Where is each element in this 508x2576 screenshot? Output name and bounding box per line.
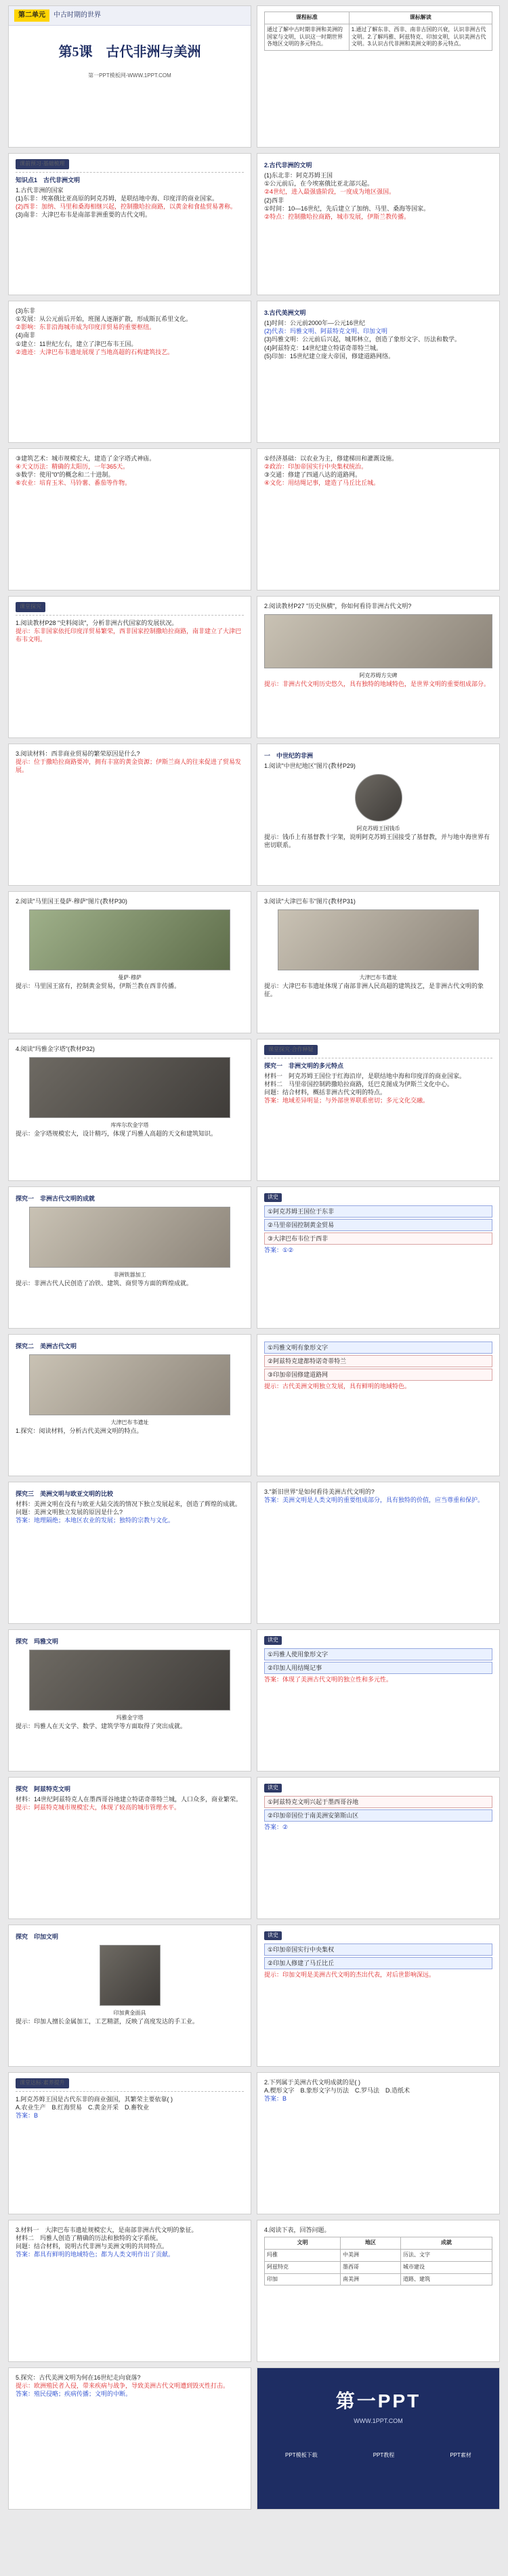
section-tag: 课堂达标·素养提升 bbox=[16, 2078, 69, 2088]
table-cell: 南美洲 bbox=[341, 2273, 401, 2285]
line: 3.古代美洲文明 bbox=[264, 309, 306, 316]
hint: 提示：印加文明是美洲古代文明的杰出代表，对后世影响深远。 bbox=[264, 1971, 436, 1979]
option-1[interactable]: ①玛雅文明有象形文字 bbox=[264, 1341, 492, 1354]
table-cell: 道路、建筑 bbox=[401, 2273, 492, 2285]
line: 3.阅读"大津巴布韦"图片(教材P31) bbox=[264, 898, 356, 905]
obelisk-image bbox=[264, 614, 492, 668]
hint: 提示：欧洲殖民者入侵，带来疾病与战争，导致美洲古代文明遭到毁灭性打击。 bbox=[16, 2382, 230, 2390]
inquiry-title: 探究三 美洲文明与欧亚文明的比较 bbox=[16, 1490, 114, 1497]
option-1[interactable]: ①印加帝国实行中央集权 bbox=[264, 1944, 492, 1956]
link-tutorials[interactable]: PPT教程 bbox=[373, 2451, 395, 2458]
hint: 提示：古代美洲文明独立发展，具有鲜明的地域特色。 bbox=[264, 1383, 411, 1390]
unit-label: 第二单元 bbox=[14, 9, 49, 22]
image-caption: 大津巴布韦遗址 bbox=[359, 974, 398, 981]
line: ②遗迹：大津巴布韦遗址展现了当地高超的石构建筑技艺。 bbox=[16, 348, 174, 356]
read-tag: 读史 bbox=[264, 1636, 282, 1645]
answer: 答案：美洲文明是人类文明的重要组成部分，具有独特的价值，应当尊重和保护。 bbox=[264, 1497, 484, 1504]
section-tag: 课前预习·基础梳理 bbox=[16, 159, 69, 169]
line: ②政治：印加帝国实行中央集权统治。 bbox=[264, 463, 368, 471]
maya-image bbox=[29, 1650, 230, 1711]
table-row bbox=[265, 2261, 492, 2273]
line: ①经济基础：以农业为主，修建梯田和灌溉设施。 bbox=[264, 455, 398, 462]
option-3[interactable]: ③印加帝国修建道路网 bbox=[264, 1369, 492, 1381]
unit-bar bbox=[9, 6, 251, 26]
table-row bbox=[265, 2273, 492, 2285]
line: 3."新旧世界"是如何看待美洲古代文明的? bbox=[264, 1488, 375, 1495]
table-cell: 墨西哥 bbox=[341, 2261, 401, 2273]
image-caption: 玛雅金字塔 bbox=[116, 1715, 144, 1721]
image-caption: 库库尔坎金字塔 bbox=[110, 1122, 149, 1129]
slide-explore-1 bbox=[8, 596, 251, 738]
line: 4.阅读"玛雅金字塔"(教材P32) bbox=[16, 1046, 95, 1052]
answer: 答案：体现了美洲古代文明的独立性和多元性。 bbox=[264, 1676, 393, 1683]
table-cell: 中美洲 bbox=[341, 2249, 401, 2261]
line: ⑤数学：使用"0"的概念和二十进制。 bbox=[16, 471, 114, 479]
line: 材料：14世纪阿兹特克人在墨西哥谷地建立特诺奇蒂特兰城，人口众多，商业繁荣。 bbox=[16, 1796, 242, 1803]
choices: A.农业生产 B.红海贸易 C.黄金开采 D.畜牧业 bbox=[16, 2103, 150, 2111]
line: 2.古代非洲的文明 bbox=[264, 162, 312, 169]
mask-image bbox=[100, 1945, 161, 2006]
slide-explore-2 bbox=[257, 596, 500, 738]
slide-preview-2 bbox=[257, 153, 500, 295]
line: 探究 玛雅文明 bbox=[16, 1638, 59, 1645]
table-cell: 城市建设 bbox=[401, 2261, 492, 2273]
hint: 提示：马里国王富有，控制黄金贸易，伊斯兰教在西非传播。 bbox=[16, 982, 181, 989]
brand-url: WWW.1PPT.COM bbox=[354, 2417, 403, 2424]
slide-preview-3 bbox=[8, 301, 251, 443]
col-reading: 课标解读 bbox=[349, 12, 492, 24]
table-cell: 历法、文字 bbox=[401, 2249, 492, 2261]
slide-explore-5 bbox=[8, 891, 251, 1033]
slide-practice-3 bbox=[8, 2220, 251, 2362]
hint: 提示：钱币上有基督教十字架，说明阿克苏姆王国接受了基督教，并与地中海世界有密切联系。 bbox=[264, 834, 490, 849]
answer: 答案：② bbox=[264, 1824, 289, 1831]
inquiry-title: 探究一 非洲文明的多元特点 bbox=[264, 1062, 344, 1069]
line: ②影响：东非沿海城市成为印度洋贸易的重要枢纽。 bbox=[16, 324, 156, 331]
line: 4.阅读下表，回答问题。 bbox=[264, 2227, 331, 2233]
civilization-table bbox=[264, 2237, 492, 2285]
slide-explore-3 bbox=[8, 744, 251, 886]
table-header: 成就 bbox=[401, 2237, 492, 2250]
slide-cover bbox=[8, 5, 251, 148]
slide-practice-5 bbox=[8, 2367, 251, 2510]
promo-links bbox=[257, 2452, 499, 2460]
line: (2)西非：加纳、马里和桑海相继兴起，控制撒哈拉商路，以黄金和食盐贸易著称。 bbox=[16, 203, 237, 211]
line: ③交通：修建了四通八达的道路网。 bbox=[264, 471, 362, 479]
slide-inquiry-11 bbox=[257, 1777, 500, 1919]
col-standard: 课程标准 bbox=[265, 12, 350, 24]
hint: 提示：阿兹特克城市规模宏大，体现了较高的城市管理水平。 bbox=[16, 1804, 181, 1811]
line: (3)东非 bbox=[16, 307, 35, 314]
line: ④天文历法：精确的太阳历，一年365天。 bbox=[16, 463, 129, 471]
line: 材料二 马里帝国控制跨撒哈拉商路，廷巴克图成为伊斯兰文化中心。 bbox=[264, 1081, 454, 1088]
line: ③建筑艺术：城市规模宏大，建造了金字塔式神庙。 bbox=[16, 455, 156, 462]
hint: 提示：大津巴布韦遗址体现了南部非洲人民高超的建筑技艺，是非洲古代文明的象征。 bbox=[264, 982, 484, 998]
line: ①公元前后，在今埃塞俄比亚北部兴起。 bbox=[264, 180, 374, 188]
image-caption: 大津巴布韦遗址 bbox=[110, 1419, 149, 1426]
line: 探究一 非洲古代文明的成就 bbox=[16, 1195, 96, 1202]
slide-inquiry-12 bbox=[8, 1925, 251, 2067]
question: 问题：结合材料，说明古代非洲与美洲文明的共同特点。 bbox=[16, 2243, 169, 2250]
line: (2)西非 bbox=[264, 196, 284, 204]
line: 材料一 阿克苏姆王国位于红海沿岸，是联结地中海和印度洋的商业国家。 bbox=[264, 1072, 466, 1079]
section-tag: 课堂探究 bbox=[16, 602, 45, 612]
line: ①时间：10—16世纪，先后建立了加纳、马里、桑海等国家。 bbox=[264, 205, 430, 212]
option-1[interactable]: ①阿克苏姆王国位于东非 bbox=[264, 1205, 492, 1218]
line: 3.阅读材料：西非商业贸易的繁荣原因是什么? bbox=[16, 750, 140, 757]
line: (1)东非：埃塞俄比亚高原的阿克苏姆，是联结地中海、印度洋的商业国家。 bbox=[16, 195, 219, 202]
line: 探究 印加文明 bbox=[16, 1933, 59, 1940]
answer: 答案：地域差异明显；与外部世界联系密切；多元文化交融。 bbox=[264, 1097, 429, 1104]
hint: 提示：位于撒哈拉商路要冲，拥有丰富的黄金资源；伊斯兰商人的往来促进了贸易发展。 bbox=[16, 758, 242, 774]
line: (1)时间：公元前2000年—公元16世纪 bbox=[264, 320, 366, 327]
line: (4)阿兹特克：14世纪建立特诺奇蒂特兰城。 bbox=[264, 344, 383, 351]
lesson-title: 第5课 古代非洲与美洲 bbox=[58, 44, 201, 60]
knowledge-point: 知识点1 古代非洲文明 bbox=[16, 176, 81, 184]
line: 1.古代非洲的国家 bbox=[16, 186, 64, 194]
pyramid-image bbox=[29, 1057, 230, 1118]
line: 1.阅读"中世纪地区"图片(教材P29) bbox=[264, 763, 356, 770]
slide-inquiry-5 bbox=[257, 1334, 500, 1476]
choices: A.楔形文字 B.象形文字与历法 C.罗马法 D.造纸术 bbox=[264, 2087, 410, 2095]
line: ①发展：从公元前后开始，班图人逐渐扩散，形成斯瓦希里文化。 bbox=[16, 316, 192, 323]
slide-practice-4 bbox=[257, 2220, 500, 2362]
zimbabwe-image bbox=[29, 1354, 230, 1415]
line: (3)玛雅文明：公元前后兴起，城邦林立，创造了象形文字、历法和数学。 bbox=[264, 336, 461, 343]
table-row bbox=[265, 2249, 492, 2261]
site-label: 第一PPT模板网-WWW.1PPT.COM bbox=[88, 72, 171, 79]
line: (1)东北非：阿克苏姆王国 bbox=[264, 172, 333, 179]
line: 2.阅读教材P27 "历史纵横"，你如何看待非洲古代文明? bbox=[264, 603, 412, 609]
line: 探究二 美洲古代文明 bbox=[16, 1343, 77, 1350]
image-caption: 印加黄金面具 bbox=[113, 2010, 146, 2017]
line: 材料：美洲文明在没有与欧亚大陆交流的情况下独立发展起来，创造了辉煌的成就。 bbox=[16, 1501, 242, 1508]
slide-practice-1 bbox=[8, 2072, 251, 2214]
standards-table bbox=[264, 12, 492, 51]
question: 5.探究：古代美洲文明为何在16世纪走向衰落? bbox=[16, 2374, 141, 2381]
hint: 提示：玛雅人在天文学、数学、建筑学等方面取得了突出成就。 bbox=[16, 1722, 187, 1730]
line: 问题：美洲文明独立发展的原因是什么? bbox=[16, 1509, 123, 1516]
option-1[interactable]: ①玛雅人使用象形文字 bbox=[264, 1648, 492, 1660]
slide-preview-5 bbox=[8, 448, 251, 591]
unit-name: 中古时期的世界 bbox=[54, 12, 101, 19]
option-2[interactable]: ②印加人修建了马丘比丘 bbox=[264, 1957, 492, 1969]
line: 1.探究：阅读材料，分析古代美洲文明的特点。 bbox=[16, 1427, 143, 1434]
image-caption: 阿克苏姆王国钱币 bbox=[356, 825, 400, 832]
link-templates[interactable]: PPT模板下载 bbox=[285, 2451, 318, 2458]
slide-preview-4 bbox=[257, 301, 500, 443]
answer: 答案：B bbox=[16, 2112, 39, 2120]
brand-logo: 第一PPT bbox=[335, 2390, 421, 2411]
answer: 答案：B bbox=[264, 2095, 287, 2103]
table-cell: 阿兹特克 bbox=[265, 2261, 341, 2273]
line: ②4世纪，进入最强盛阶段，一度成为地区强国。 bbox=[264, 188, 396, 196]
coin-image bbox=[355, 774, 402, 821]
slide-explore-7 bbox=[8, 1039, 251, 1181]
table-header: 地区 bbox=[341, 2237, 401, 2250]
slide-promo bbox=[257, 2367, 500, 2510]
line: (3)南非：大津巴布韦是南部非洲重要的古代文明。 bbox=[16, 211, 152, 219]
hint: 提示：东非国家依托印度洋贸易繁荣，西非国家控制撒哈拉商路，南非建立了大津巴布韦文明。 bbox=[16, 627, 242, 643]
slide-inquiry-4 bbox=[8, 1334, 251, 1476]
slide-standards bbox=[257, 5, 500, 148]
line: ②特点：控制撒哈拉商路，城市发展，伊斯兰教传播。 bbox=[264, 213, 410, 220]
ruins-image bbox=[278, 909, 479, 970]
option-1[interactable]: ①阿兹特克文明兴起于墨西哥谷地 bbox=[264, 1796, 492, 1808]
hint: 提示：印加人擅长金属加工，工艺精湛，反映了高度发达的手工业。 bbox=[16, 2017, 199, 2025]
line: (4)南非 bbox=[16, 332, 35, 339]
standard-text: 通过了解中古时期非洲和美洲的国家与文明，认识这一时期世界各地区文明的多元特点。 bbox=[265, 24, 350, 50]
table-cell: 玛雅 bbox=[265, 2249, 341, 2261]
answer: 答案：都具有鲜明的地域特色；都为人类文明作出了贡献。 bbox=[16, 2251, 175, 2258]
read-tag: 读史 bbox=[264, 1784, 282, 1793]
line: 探究 阿兹特克文明 bbox=[16, 1786, 71, 1793]
line: (5)印加：15世纪建立庞大帝国，修建道路网络。 bbox=[264, 352, 395, 360]
slide-practice-2 bbox=[257, 2072, 500, 2214]
king-image bbox=[29, 909, 230, 970]
line: 1.阅读教材P28 "史料阅读"，分析非洲古代国家的发展状况。 bbox=[16, 619, 178, 626]
option-3[interactable]: ③大津巴布韦位于西非 bbox=[264, 1232, 492, 1245]
slide-inquiry-10 bbox=[8, 1777, 251, 1919]
line: 2.阅读"马里国王曼萨·穆萨"图片(教材P30) bbox=[16, 898, 127, 905]
line: ④文化：用结绳记事，建造了马丘比丘城。 bbox=[264, 479, 380, 487]
slide-explore-4 bbox=[257, 744, 500, 886]
slide-inquiry-13 bbox=[257, 1925, 500, 2067]
table-cell: 印加 bbox=[265, 2273, 341, 2285]
line: 材料二 玛雅人创造了精确的历法和独特的文字系统。 bbox=[16, 2235, 163, 2242]
read-tag: 读史 bbox=[264, 1193, 282, 1202]
option-2[interactable]: ②阿兹特克建都特诺奇蒂特兰 bbox=[264, 1355, 492, 1367]
slide-inquiry-8 bbox=[8, 1629, 251, 1772]
option-2[interactable]: ②印加人用结绳记事 bbox=[264, 1662, 492, 1674]
line: 3.材料一 大津巴布韦遗址规模宏大，是南部非洲古代文明的象征。 bbox=[16, 2227, 198, 2233]
answer: 答案：①② bbox=[264, 1247, 294, 1254]
slide-preview-6 bbox=[257, 448, 500, 591]
slide-explore-6 bbox=[257, 891, 500, 1033]
image-caption: 阿克苏姆方尖碑 bbox=[359, 672, 398, 679]
option-2[interactable]: ②马里帝国控制黄金贸易 bbox=[264, 1219, 492, 1231]
table-header: 文明 bbox=[265, 2237, 341, 2250]
question: 2.下列属于美洲古代文明成就的是( ) bbox=[264, 2079, 361, 2086]
line: (2)代表：玛雅文明、阿兹特克文明、印加文明 bbox=[264, 328, 388, 335]
hint: 提示：非洲古代人民创造了冶铁、建筑、商贸等方面的辉煌成就。 bbox=[16, 1279, 193, 1287]
line: ⑥农业：培育玉米、马铃薯、番茄等作物。 bbox=[16, 479, 131, 487]
read-tag: 读史 bbox=[264, 1931, 282, 1940]
subheading: 一 中世纪的非洲 bbox=[264, 752, 314, 759]
slide-inquiry-7 bbox=[257, 1482, 500, 1624]
link-assets[interactable]: PPT素材 bbox=[450, 2451, 471, 2458]
hint: 提示：非洲古代文明历史悠久，具有独特的地域特色，是世界文明的重要组成部分。 bbox=[264, 680, 490, 687]
slide-inquiry-3 bbox=[257, 1186, 500, 1329]
answer: 答案：殖民侵略；疾病传播；文明的中断。 bbox=[16, 2390, 132, 2398]
answer: 答案：地理隔绝；本地区农业的发展；独特的宗教与文化。 bbox=[16, 1517, 175, 1524]
image-caption: 非洲铁器加工 bbox=[113, 1272, 146, 1279]
slide-inquiry-6 bbox=[8, 1482, 251, 1624]
hint: 提示：金字塔规模宏大，设计精巧，体现了玛雅人高超的天文和建筑知识。 bbox=[16, 1130, 217, 1137]
option-2[interactable]: ②印加帝国位于南美洲安第斯山区 bbox=[264, 1809, 492, 1822]
iron-image bbox=[29, 1207, 230, 1268]
reading-text: 1.通过了解东非、西非、南非古国的兴衰，认识非洲古代文明。2.了解玛雅、阿兹特克、印加文明，认识美洲古代文明。3.认识古代非洲和美洲文明的多元特点。 bbox=[349, 24, 492, 50]
slide-inquiry-1 bbox=[257, 1039, 500, 1181]
slide-preview-1 bbox=[8, 153, 251, 295]
section-tag: 课堂探究·合作释疑 bbox=[264, 1045, 318, 1055]
image-caption: 曼萨·穆萨 bbox=[118, 974, 142, 981]
line: 问题：结合材料，概括非洲古代文明的特点。 bbox=[264, 1089, 387, 1096]
slide-inquiry-9 bbox=[257, 1629, 500, 1772]
slide-inquiry-2 bbox=[8, 1186, 251, 1329]
question: 1.阿克苏姆王国是古代东非的商业强国，其繁荣主要依靠( ) bbox=[16, 2095, 173, 2103]
line: ①建立：11世纪左右，建立了津巴布韦王国。 bbox=[16, 340, 137, 347]
